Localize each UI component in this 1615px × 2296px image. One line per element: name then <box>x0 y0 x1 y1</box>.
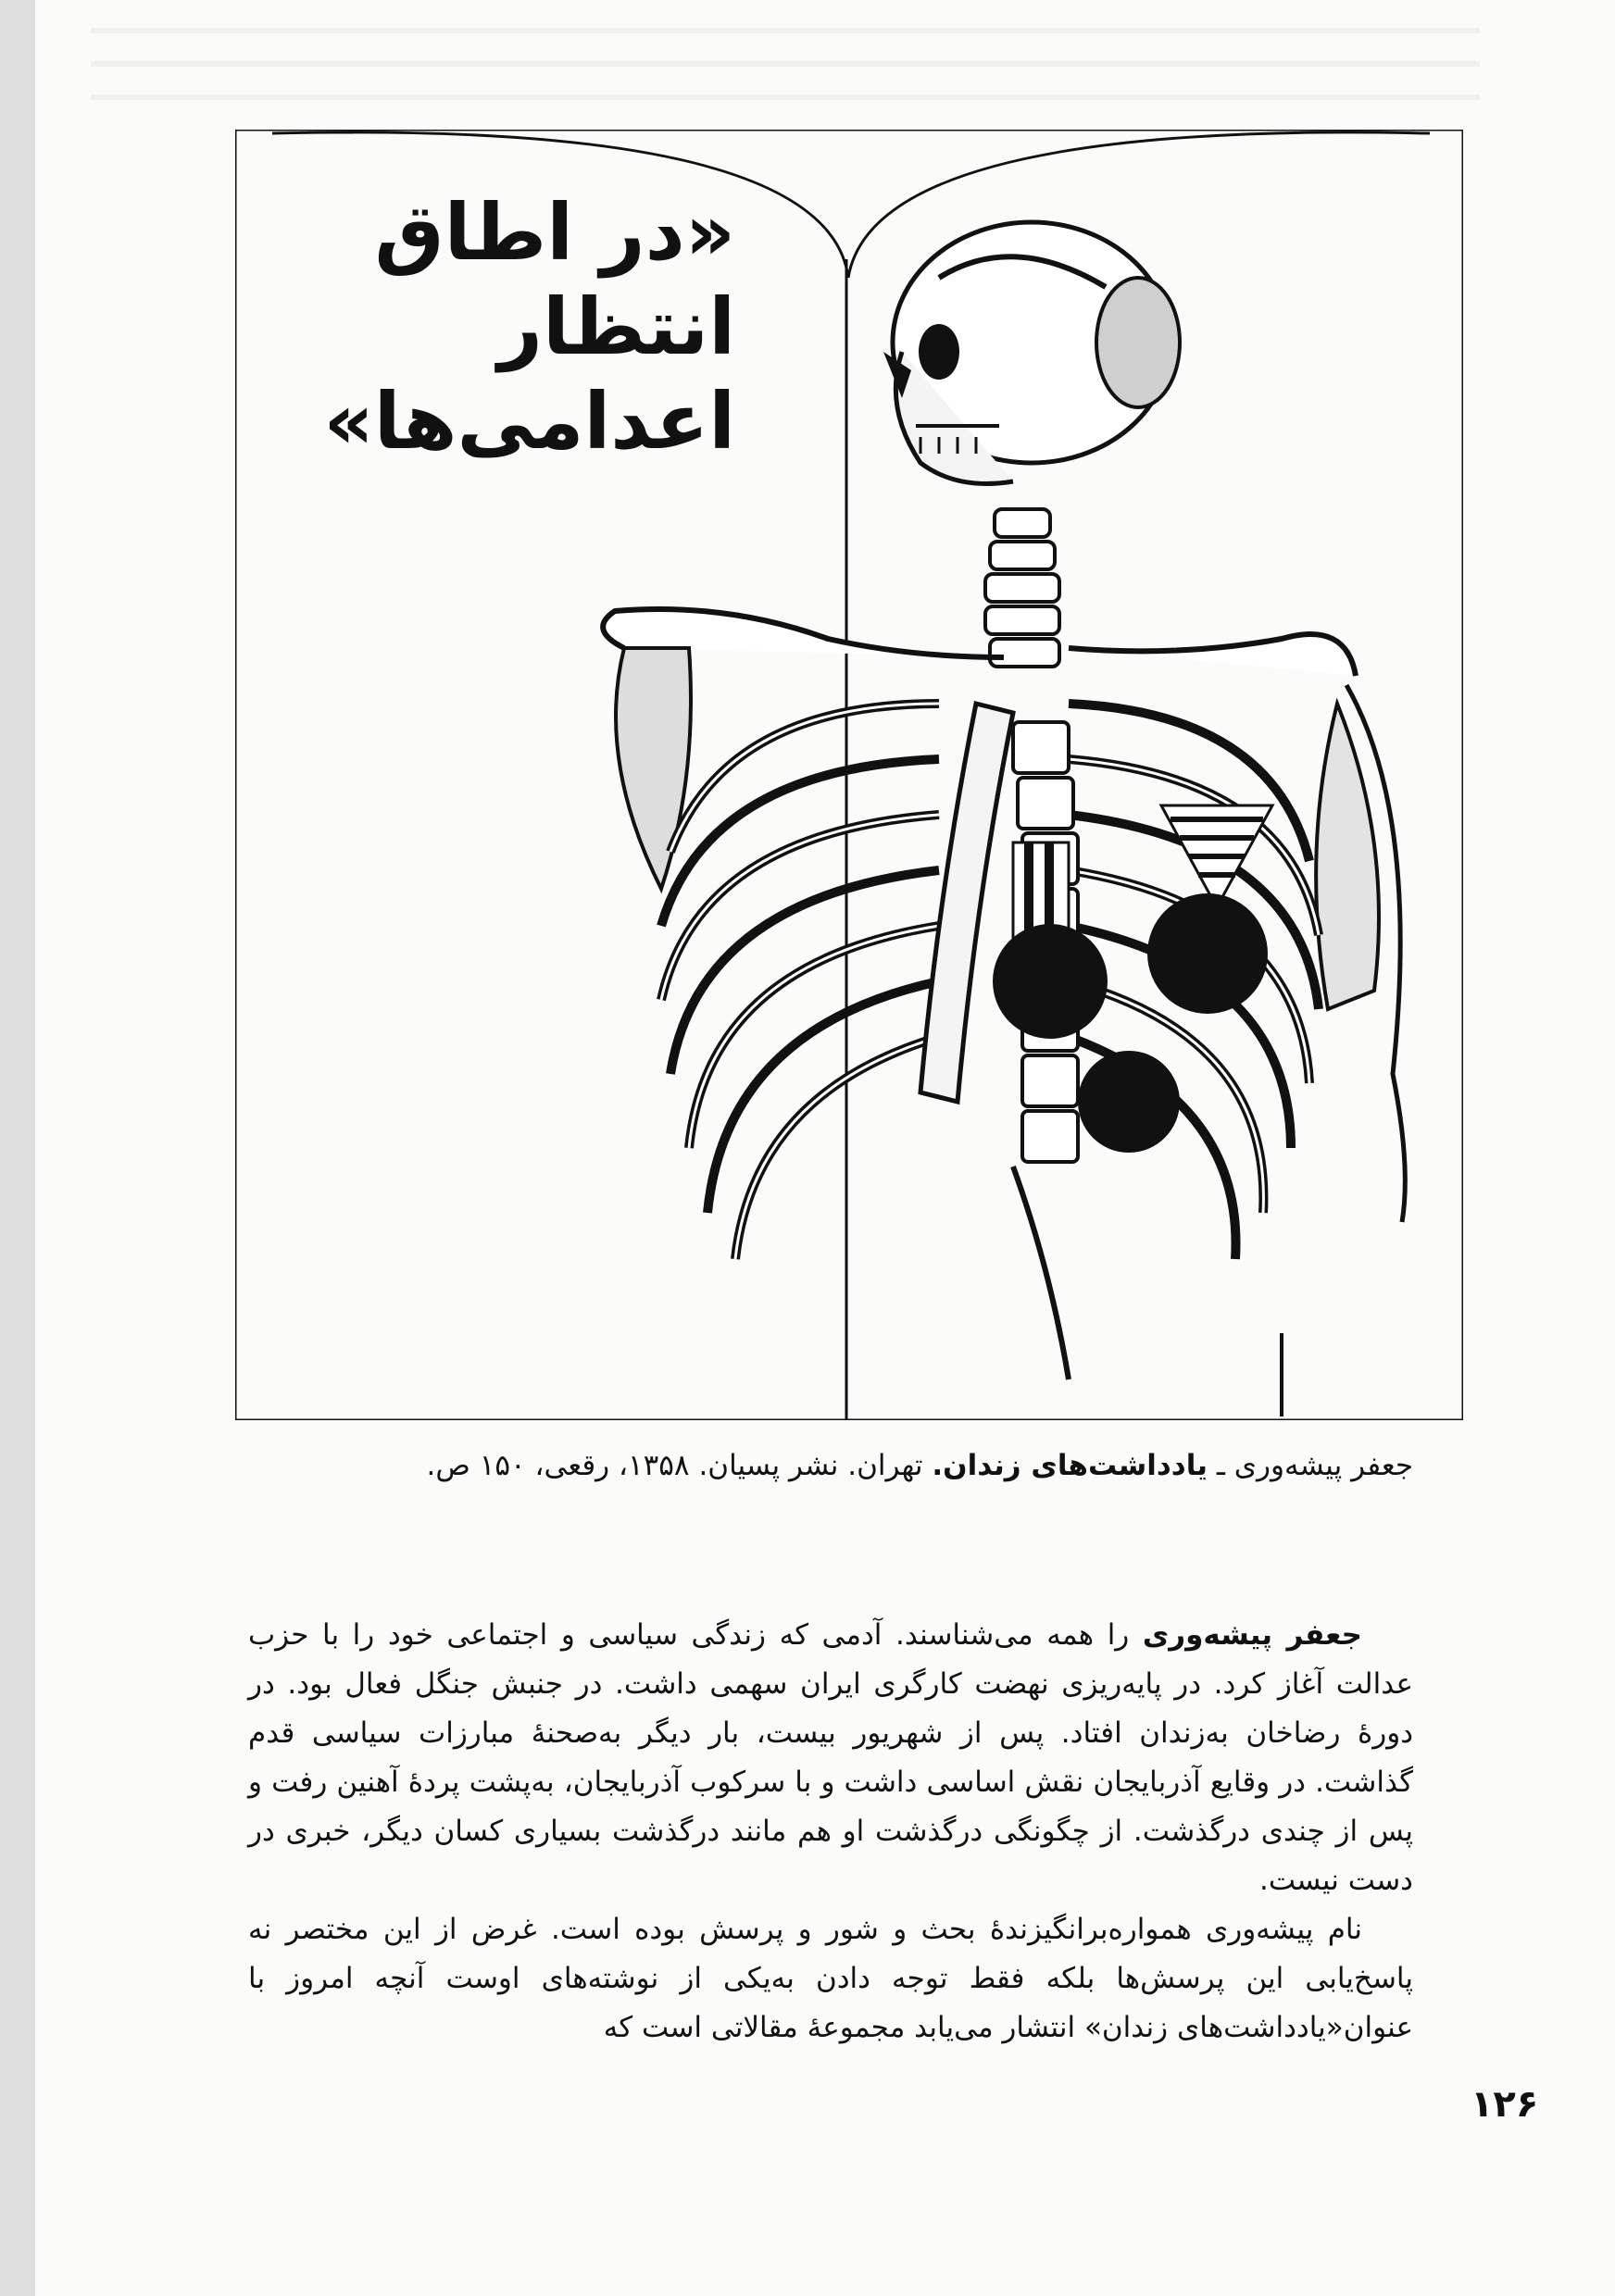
illustration-frame <box>235 130 1463 1420</box>
paragraph-1-text: را همه می‌شناسند. آدمی که زندگی سیاسی و اجتماعی خود را با حزب عدالت آغاز کرد. در پایه‌ریزی نهضت کارگری ایران سهمی داشت. در جنبش جنگل فعال بود. در دورهٔ رضاخان به‌زندان افتاد. پس از شهریور بیست، بار دیگر به‌صحنهٔ مبارزات سیاسی قدم گذاشت. در وقایع آذربایجان نقش اساسی داشت و با سرکوب آذربایجان، به‌پشت پردهٔ آهنین رفت و پس از چندی درگذشت. از چگونگی درگذشت او هم مانند درگذشت بسیاری کسان دیگر، خبری در دست نیست. <box>248 1618 1413 1897</box>
paragraph-1-lead: جعفر پیشه‌وری <box>1142 1618 1362 1652</box>
page-number: ۱۲۶ <box>1471 2083 1539 2126</box>
paragraph-2: نام پیشه‌وری همواره‌برانگیزندهٔ بحث و شور و پرسش بوده است. غرض از این مختصر نه پاسخ‌یابی این پرسش‌ها بلکه فقط توجه دادن به‌یکی از نوشته‌های اوست آنچه امروز با عنوان«یادداشت‌های زندان» انتشار می‌یابد مجموعهٔ مقالاتی است که <box>248 1913 1413 2044</box>
illustration-title <box>272 185 735 468</box>
title-line-2: انتظار <box>497 281 735 372</box>
title-line-1: «در اطاق <box>374 187 735 278</box>
paragraph-1 <box>248 1611 1413 1905</box>
page-sheet <box>35 0 1615 2296</box>
citation-book-title: یادداشت‌های زندان. <box>932 1449 1208 1482</box>
show-through-text <box>91 0 1480 125</box>
citation-author: جعفر پیشه‌وری ـ <box>1216 1449 1413 1482</box>
book-citation <box>248 1435 1413 1496</box>
article-body <box>248 1611 1413 2053</box>
citation-details: تهران. نشر پسیان. ۱۳۵۸، رقعی، ۱۵۰ ص. <box>426 1449 923 1482</box>
title-line-3: اعدامی‌ها» <box>323 376 735 467</box>
